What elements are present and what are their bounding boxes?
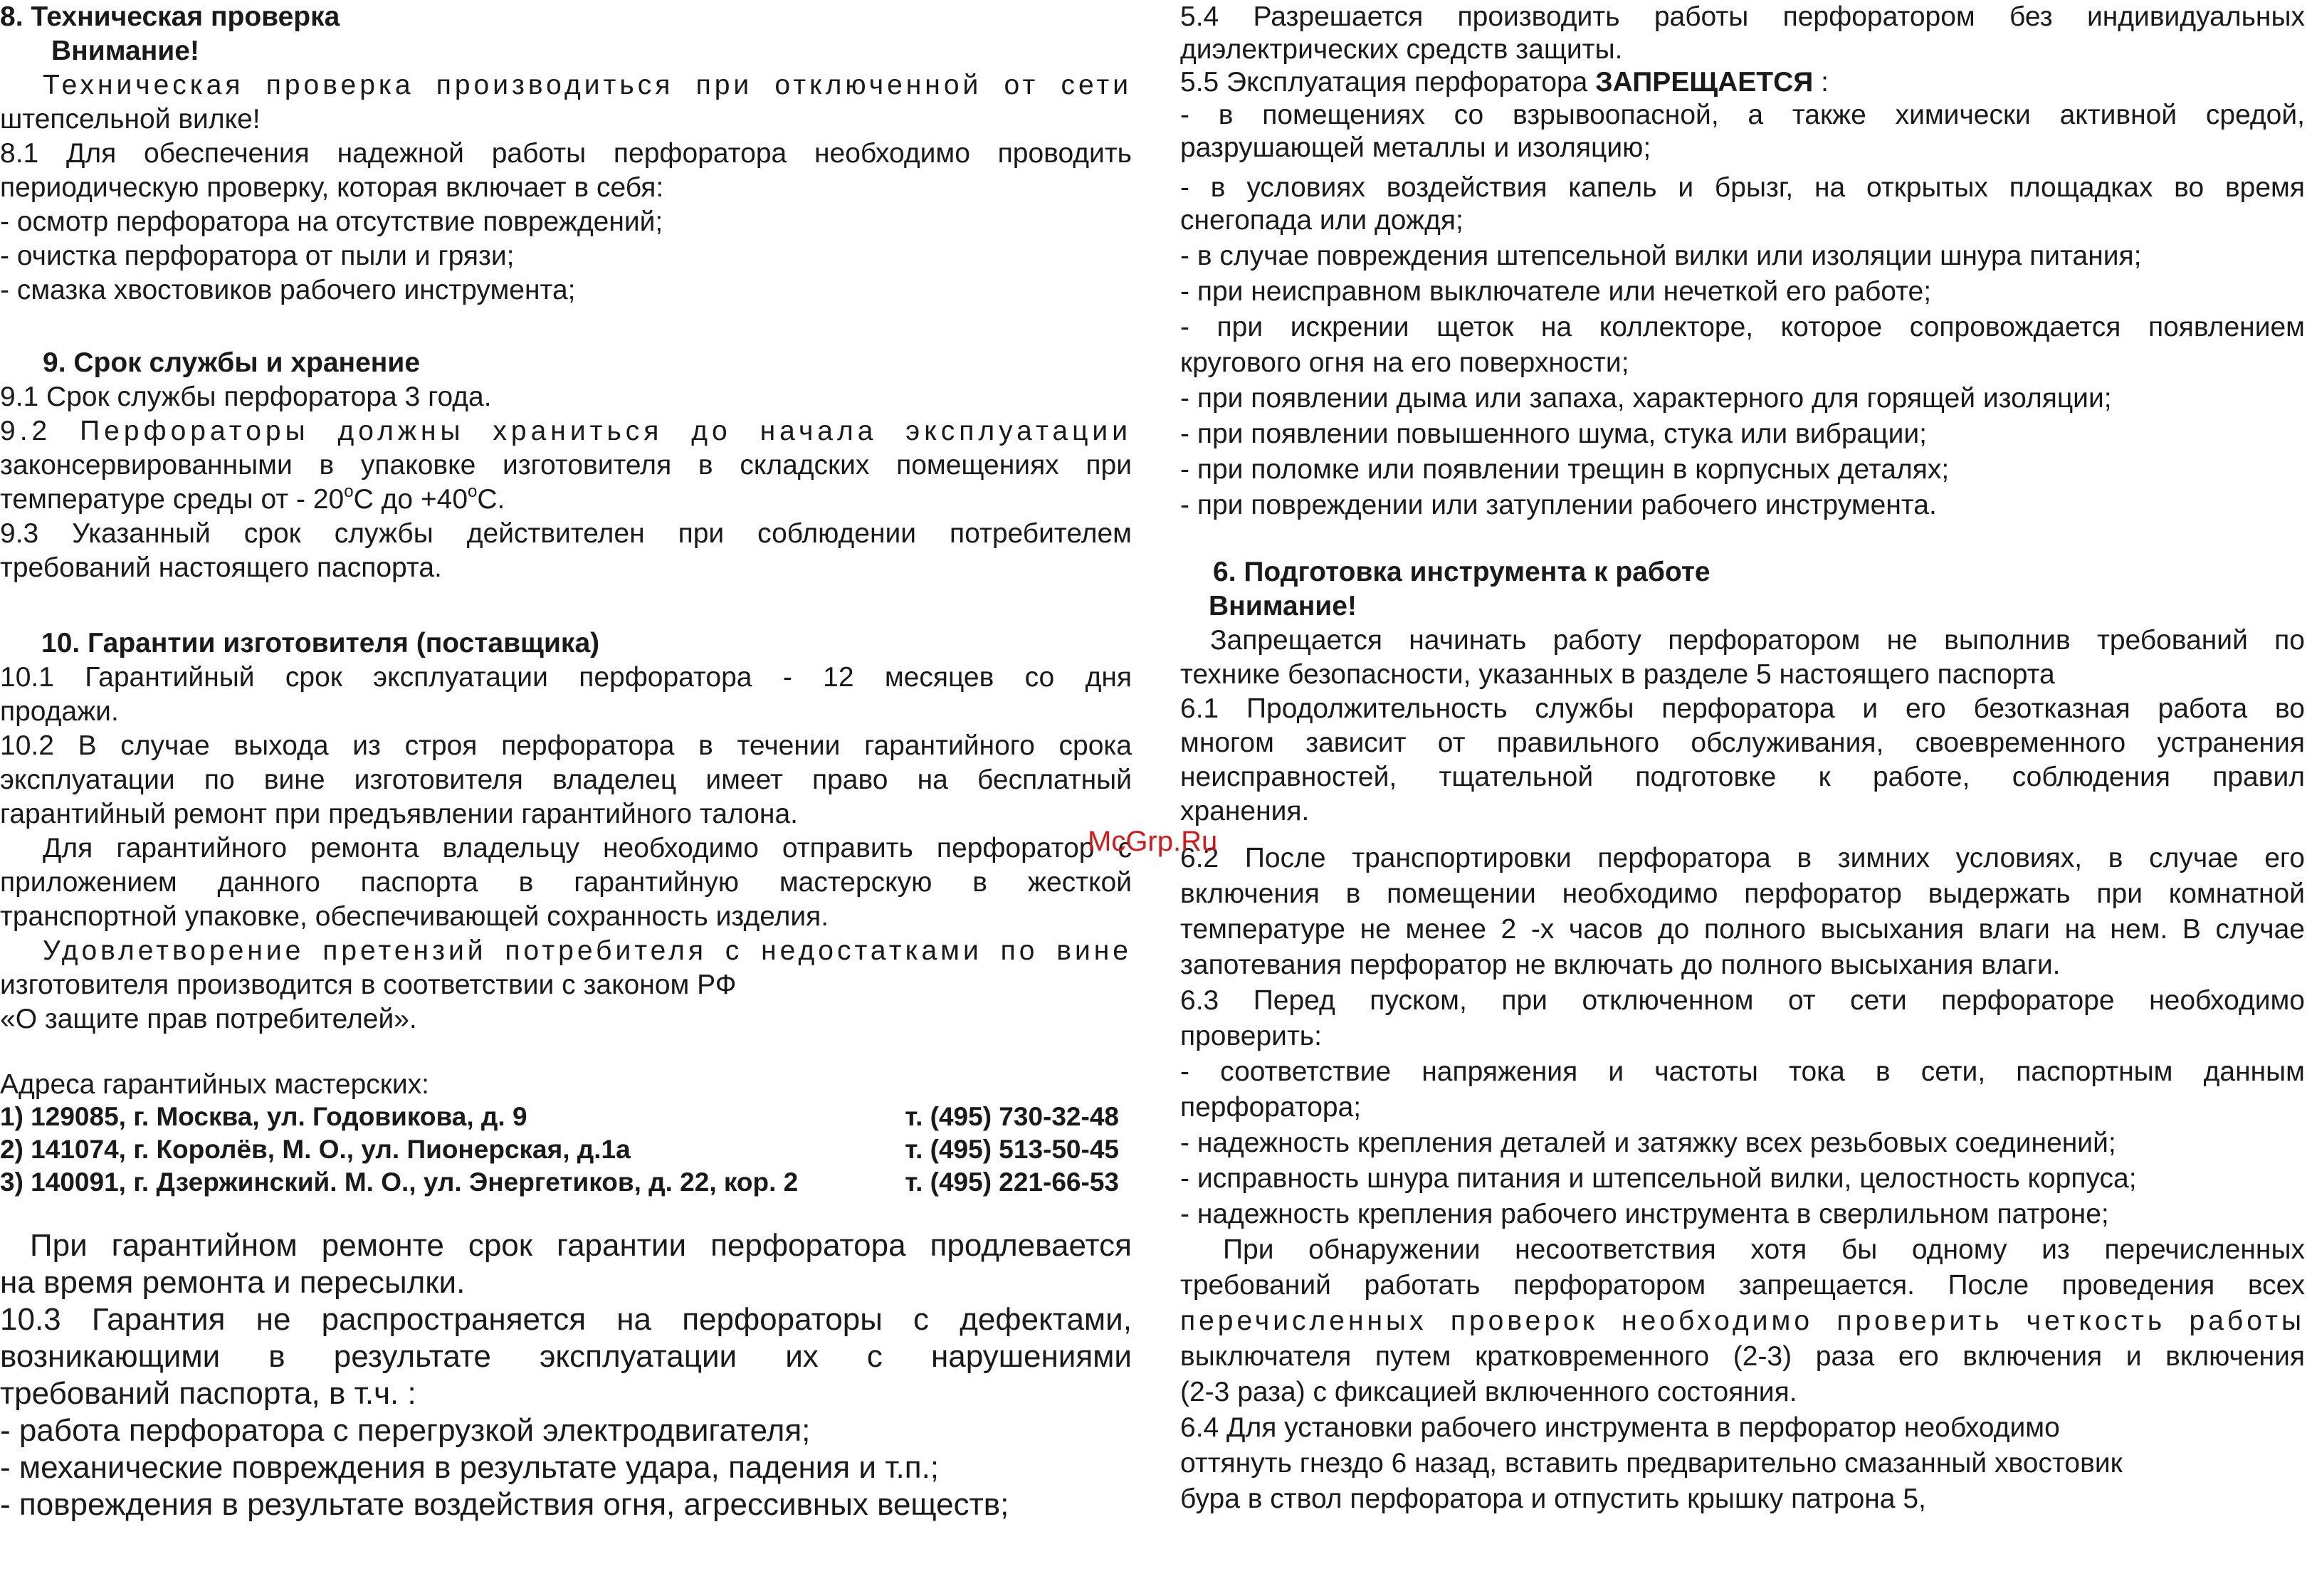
text-line: снегопада или дождя; (1180, 205, 1463, 236)
text-line: 6.2 После транспортировки перфоратора в зимних условиях, в случае его (1180, 843, 2305, 873)
text-line: При гарантийном ремонте срок гарантии перфоратора продлевается (30, 1228, 1132, 1263)
text-line: 10.1 Гарантийный срок эксплуатации перфоратора - 12 месяцев со дня (0, 662, 1132, 693)
text-line: неисправностей, тщательной подготовке к работе, соблюдения правил (1180, 762, 2305, 792)
text-line: технике безопасности, указанных в разделе 5 настоящего паспорта (1180, 659, 2055, 690)
text-line: 10.2 В случае выхода из строя перфоратора в течении гарантийного срока (0, 730, 1132, 761)
text-line: продажи. (0, 696, 119, 727)
list-item: - при неисправном выключателе или нечеткой его работе; (1180, 276, 1932, 307)
text-line: кругового огня на его поверхности; (1180, 347, 1629, 378)
list-item: - при поломке или появлении трещин в корпусных деталях; (1180, 454, 1950, 485)
list-item: - повреждения в результате воздействия огня, агрессивных веществ; (0, 1487, 1009, 1522)
text-line: 6.3 Перед пуском, при отключенном от сети перфораторе необходимо (1180, 985, 2305, 1016)
text-line: 10.3 Гарантия не распространяется на перфораторы с дефектами, (0, 1302, 1132, 1337)
text-line: периодическую проверку, которая включает в себя: (0, 172, 664, 203)
list-item: - механические повреждения в результате удара, падения и т.п.; (0, 1450, 940, 1485)
text-line: изготовителя производится в соответствии с законом РФ (0, 970, 737, 1000)
list-item: - надежность крепления деталей и затяжку всех резьбовых соединений; (1180, 1128, 2116, 1158)
section-10-title: 10. Гарантии изготовителя (поставщика) (41, 628, 600, 658)
list-item: - при повреждении или затуплении рабочего инструмента. (1180, 490, 1937, 520)
watermark: McGrp.Ru (1088, 826, 1218, 857)
text-line: 9.2 Перфораторы должны храниться до начала эксплуатации (0, 416, 1132, 446)
text-line: При обнаружении несоответствия хотя бы одному из перечисленных (1223, 1234, 2305, 1265)
text-line: запотевания перфоратор не включать до полного высыхания влаги. (1180, 950, 2061, 980)
text-line: Запрещается начинать работу перфоратором не выполнив требований по (1210, 625, 2305, 656)
section-8-attention: Внимание! (51, 36, 199, 66)
text-line: требований паспорта, в т.ч. : (0, 1376, 416, 1411)
text-line: эксплуатации по вине изготовителя владелец имеет право на бесплатный (0, 765, 1132, 795)
text-line: (2-3 раза) с фиксацией включенного состояния. (1180, 1377, 1797, 1407)
text-line: включения в помещении необходимо перфоратор выдержать при комнатной (1180, 878, 2305, 909)
text-line: проверить: (1180, 1021, 1322, 1051)
list-item: - в случае повреждения штепсельной вилки или изоляции шнура питания; (1180, 241, 2142, 271)
text-line: диэлектрических средств защиты. (1180, 34, 1623, 65)
section-9-title: 9. Срок службы и хранение (43, 347, 421, 378)
text-line: «О защите прав потребителей». (0, 1004, 417, 1034)
list-item: - исправность шнура питания и штепсельной вилки, целостность корпуса; (1180, 1163, 2137, 1194)
text-line: оттянуть гнездо 6 назад, вставить предварительно смазанный хвостовик (1180, 1448, 2123, 1479)
text-line: выключателя путем кратковременного (2-3) раза его включения и включения (1180, 1341, 2305, 1372)
list-item: - при появлении повышенного шума, стука или вибрации; (1180, 419, 1927, 449)
text-line: 5.5 Эксплуатация перфоратора ЗАПРЕЩАЕТСЯ : (1180, 67, 1829, 98)
text-line: требований работать перфоратором запрещается. После проведения всех (1180, 1270, 2305, 1301)
text-line: 6.4 Для установки рабочего инструмента в перфоратор необходимо (1180, 1412, 2060, 1443)
text-line: многом зависит от правильного обслуживания, своевременного устранения (1180, 728, 2305, 758)
text-line: 6.1 Продолжительность службы перфоратора и его безотказная работа во (1180, 693, 2305, 724)
section-8-title: 8. Техническая проверка (0, 1, 340, 32)
text-line: 9.1 Срок службы перфоратора 3 года. (0, 382, 492, 412)
text-line: штепсельной вилке! (0, 104, 261, 135)
text-line: бура в ствол перфоратора и отпустить крышку патрона 5, (1180, 1484, 1926, 1514)
text-line: перфоратора; (1180, 1092, 1362, 1123)
list-item: - соответствие напряжения и частоты тока в сети, паспортным данным (1180, 1056, 2305, 1087)
text-line: транспортной упаковке, обеспечивающей сохранность изделия. (0, 901, 829, 932)
text-line: хранения. (1180, 796, 1310, 826)
text-line: 9.3 Указанный срок службы действителен при соблюдении потребителем (0, 518, 1132, 549)
list-item: - в условиях воздействия капель и брызг, на открытых площадках во время (1180, 172, 2305, 203)
text-line: 8.1 Для обеспечения надежной работы перфоратора необходимо проводить (0, 138, 1132, 169)
text-line: температуре не менее 2 -х часов до полного высыхания влаги на нем. В случае (1180, 914, 2305, 945)
list-item: - в помещениях со взрывоопасной, а также химически активной средой, (1180, 100, 2305, 130)
text-line: на время ремонта и пересылки. (0, 1265, 466, 1300)
address-row: 1) 129085, г. Москва, ул. Годовикова, д. 9 т. (495) 730-32-48 (0, 1102, 1119, 1131)
section-6-title: 6. Подготовка инструмента к работе (1213, 557, 1710, 587)
list-item: - при искрении щеток на коллекторе, которое сопровождается появлением (1180, 312, 2305, 342)
text-line: гарантийный ремонт при предъявлении гарантийного талона. (0, 799, 798, 829)
text-line: приложением данного паспорта в гарантийную мастерскую в жесткой (0, 867, 1132, 898)
addresses-title: Адреса гарантийных мастерских: (0, 1069, 429, 1100)
text-line: законсервированными в упаковке изготовителя в складских помещениях при (0, 450, 1132, 481)
list-item: - при появлении дыма или запаха, характерного для горящей изоляции; (1180, 383, 2112, 414)
list-item: - надежность крепления рабочего инструмента в сверлильном патроне; (1180, 1199, 2109, 1229)
address-row: 2) 141074, г. Королёв, М. О., ул. Пионерская, д.1а т. (495) 513-50-45 (0, 1135, 1119, 1164)
section-6-attention: Внимание! (1209, 591, 1357, 621)
text-line: 5.4 Разрешается производить работы перфоратором без индивидуальных (1180, 1, 2305, 32)
text-line: возникающими в результате эксплуатации их с нарушениями (0, 1339, 1132, 1374)
list-item: - смазка хвостовиков рабочего инструмента; (0, 275, 576, 305)
list-item: - очистка перфоратора от пыли и грязи; (0, 241, 515, 271)
list-item: - работа перфоратора с перегрузкой электродвигателя; (0, 1413, 811, 1448)
address-row: 3) 140091, г. Дзержинский. М. О., ул. Энергетиков, д. 22, кор. 2 т. (495) 221-66-53 (0, 1167, 1119, 1197)
text-line: Удовлетворение претензий потребителя с недостатками по вине (43, 935, 1132, 966)
text-line: Техническая проверка производиться при отключенной от сети (43, 70, 1132, 100)
text-line: температуре среды от - 20$^o$С до $+40^oС$. (0, 482, 505, 515)
text-line: разрушающей металлы и изоляцию; (1180, 132, 1651, 163)
text-line: Для гарантийного ремонта владельцу необходимо отправить перфоратор с (43, 833, 1132, 863)
list-item: - осмотр перфоратора на отсутствие повреждений; (0, 206, 663, 237)
text-line: перечисленных проверок необходимо проверить четкость работы (1180, 1306, 2305, 1336)
text-line: требований настоящего паспорта. (0, 552, 442, 583)
